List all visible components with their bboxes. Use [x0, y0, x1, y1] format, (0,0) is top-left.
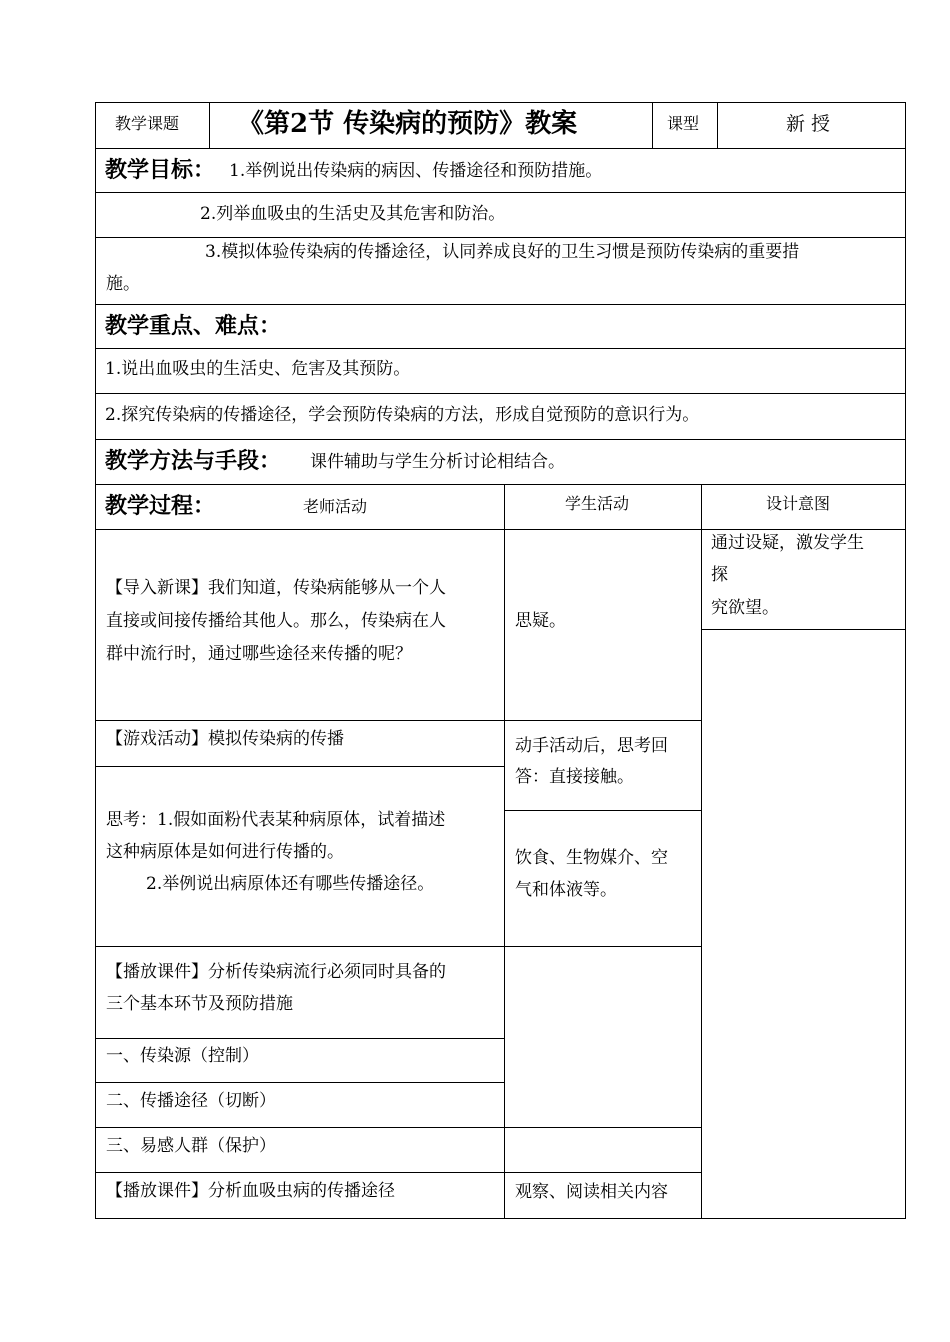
courseware-2: 【播放课件】分析血吸虫病的传播途径: [106, 1181, 395, 1201]
game-teacher: 【游戏活动】模拟传染病的传播: [106, 729, 344, 749]
key-point-1: 1.说出血吸虫的生活史、危害及其预防。: [105, 359, 411, 379]
table-border-top: [95, 102, 906, 103]
step-1: 一、传染源（控制）: [106, 1046, 259, 1066]
page-title: 《第2节 传染病的预防》教案: [238, 109, 578, 139]
objective-1: 1.举例说出传染病的病因、传播途径和预防措施。: [229, 161, 603, 181]
col-design: 设计意图: [766, 494, 831, 513]
think-line-3: 2.举例说出病原体还有哪些传播途径。: [146, 874, 435, 894]
intro-design-line-2: 探: [711, 565, 728, 585]
key-points-heading: 教学重点、难点：: [105, 313, 282, 339]
divider: [95, 1172, 701, 1173]
type-label: 课型: [667, 114, 700, 133]
methods-text: 课件辅助与学生分析讨论相结合。: [310, 452, 565, 472]
game-student-line-1: 动手活动后，思考回: [515, 736, 668, 756]
table-border-right: [905, 102, 906, 1219]
divider: [95, 1082, 505, 1083]
intro-line-1: 【导入新课】我们知道，传染病能够从一个人: [106, 578, 446, 598]
key-point-2: 2.探究传染病的传播途径，学会预防传染病的方法，形成自觉预防的意识行为。: [105, 405, 700, 425]
step-2: 二、传播途径（切断）: [106, 1091, 276, 1111]
objective-3-line2: 施。: [106, 274, 140, 294]
courseware-1-line-1: 【播放课件】分析传染病流行必须同时具备的: [106, 962, 446, 982]
divider: [504, 484, 505, 1218]
game-student-line-2: 答：直接接触。: [515, 767, 634, 787]
type-value: 新 授: [786, 113, 831, 135]
divider: [95, 720, 701, 721]
divider: [95, 148, 906, 149]
objective-2: 2.列举血吸虫的生活史及其危害和防治。: [200, 204, 506, 224]
process-heading: 教学过程：: [105, 493, 216, 519]
methods-heading: 教学方法与手段：: [105, 448, 282, 474]
divider: [652, 102, 653, 148]
divider: [95, 439, 906, 440]
divider: [95, 1127, 701, 1128]
topic-label: 教学课题: [115, 114, 180, 133]
intro-line-3: 群中流行时，通过哪些途径来传播的呢？: [106, 644, 412, 664]
col-teacher: 老师活动: [303, 497, 368, 516]
col-student: 学生活动: [565, 494, 630, 513]
divider: [95, 192, 906, 193]
courseware-2-student: 观察、阅读相关内容: [515, 1182, 668, 1202]
intro-student: 思疑。: [515, 611, 566, 631]
divider: [95, 393, 906, 394]
divider: [95, 1038, 505, 1039]
divider: [95, 348, 906, 349]
intro-line-2: 直接或间接传播给其他人。那么，传染病在人: [106, 611, 446, 631]
think-line-2: 这种病原体是如何进行传播的。: [106, 842, 344, 862]
think-student-line-2: 气和体液等。: [515, 880, 617, 900]
divider: [701, 629, 906, 630]
divider: [95, 304, 906, 305]
courseware-1-line-2: 三个基本环节及预防措施: [106, 994, 293, 1014]
table-border-left: [95, 102, 96, 1219]
divider: [95, 766, 505, 767]
think-line-1: 思考：1.假如面粉代表某种病原体，试着描述: [106, 810, 446, 830]
divider: [95, 946, 701, 947]
table-border-bottom: [95, 1218, 906, 1219]
objectives-heading: 教学目标：: [105, 157, 216, 183]
divider: [701, 484, 702, 1218]
divider: [95, 484, 906, 485]
objective-3-line1: 3.模拟体验传染病的传播途径，认同养成良好的卫生习惯是预防传染病的重要措: [205, 242, 800, 262]
divider: [504, 810, 701, 811]
intro-design-line-1: 通过设疑，激发学生: [711, 533, 864, 553]
intro-design-line-3: 究欲望。: [711, 598, 779, 618]
divider: [717, 102, 718, 148]
think-student-line-1: 饮食、生物媒介、空: [515, 848, 668, 868]
divider: [209, 102, 210, 148]
step-3: 三、易感人群（保护）: [106, 1136, 276, 1156]
